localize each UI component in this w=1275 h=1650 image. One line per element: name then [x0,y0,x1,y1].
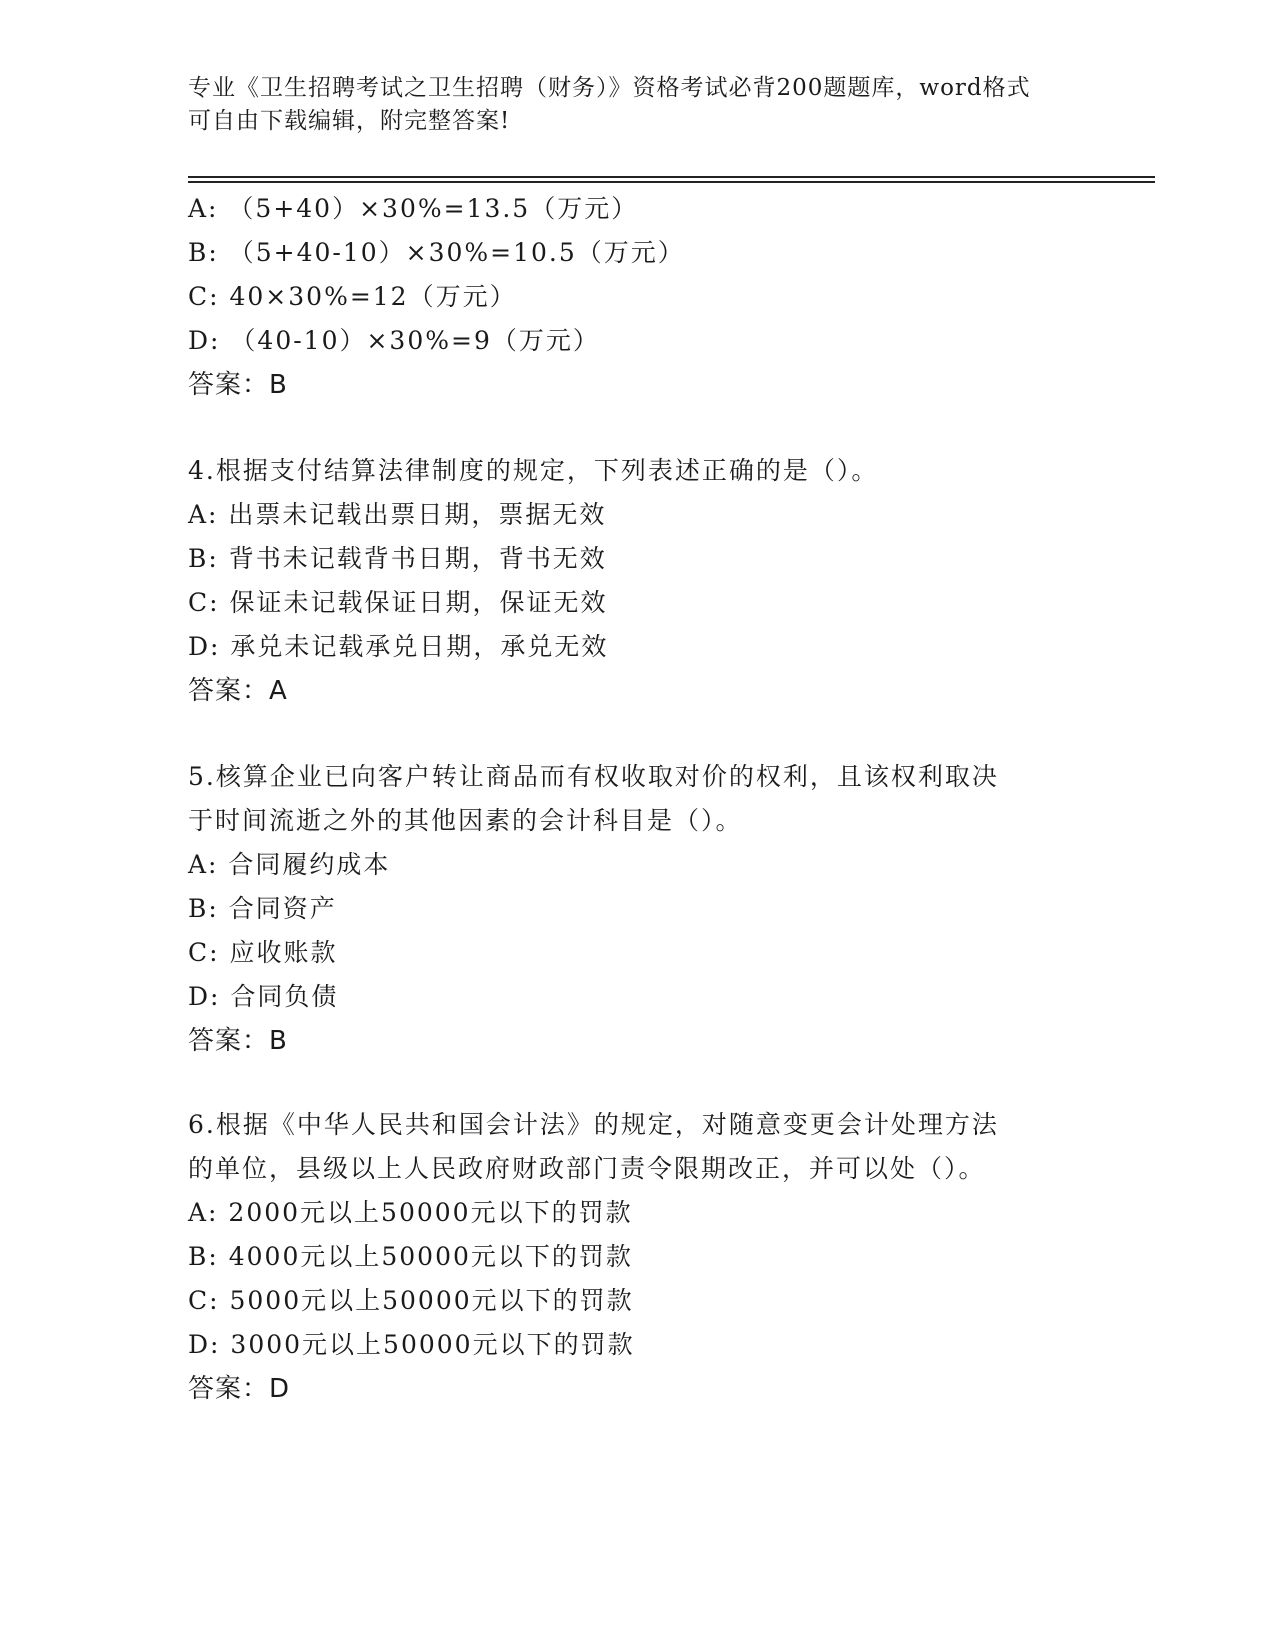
header-title-line-1: 专业《卫生招聘考试之卫生招聘（财务）》资格考试必背200题题库，word格式 [188,75,1031,101]
q6-stem-line-1: 6.根据《中华人民共和国会计法》的规定，对随意变更会计处理方法 [188,1110,999,1139]
header-divider-bottom [188,181,1155,183]
q6-stem-line-2: 的单位，县级以上人民政府财政部门责令限期改正，并可以处（）。 [188,1154,986,1183]
q5-stem-line-2: 于时间流逝之外的其他因素的会计科目是（）。 [188,806,743,835]
q5-answer: 答案：B [188,1026,288,1056]
q4-answer: 答案：A [188,676,288,706]
q3-answer: 答案：B [188,370,288,400]
q5-option-a: A: 合同履约成本 [188,850,391,879]
q6-option-a: A: 2000元以上50000元以下的罚款 [188,1198,633,1227]
q6-option-d: D: 3000元以上50000元以下的罚款 [188,1330,635,1359]
header-divider-top [188,176,1155,178]
q3-option-b: B: （5+40-10）×30%=10.5（万元） [188,238,685,267]
q4-option-d: D: 承兑未记载承兑日期，承兑无效 [188,632,609,661]
q5-stem-line-1: 5.核算企业已向客户转让商品而有权收取对价的权利，且该权利取决 [188,762,999,791]
q5-option-d: D: 合同负债 [188,982,339,1011]
q3-option-c: C: 40×30%=12（万元） [188,282,517,311]
document-header [188,72,1088,138]
q5-option-c: C: 应收账款 [188,938,338,967]
header-title-line-2: 可自由下载编辑，附完整答案! [188,108,511,134]
q6-answer: 答案：D [188,1374,291,1404]
q4-option-b: B: 背书未记载背书日期，背书无效 [188,544,607,573]
q4-stem: 4.根据支付结算法律制度的规定，下列表述正确的是（）。 [188,456,879,485]
q3-option-a: A: （5+40）×30%=13.5（万元） [188,194,639,223]
q4-option-c: C: 保证未记载保证日期，保证无效 [188,588,608,617]
q5-option-b: B: 合同资产 [188,894,337,923]
q3-option-d: D: （40-10）×30%=9（万元） [188,326,600,355]
q4-option-a: A: 出票未记载出票日期，票据无效 [188,500,607,529]
q6-option-c: C: 5000元以上50000元以下的罚款 [188,1286,634,1315]
q6-option-b: B: 4000元以上50000元以下的罚款 [188,1242,633,1271]
